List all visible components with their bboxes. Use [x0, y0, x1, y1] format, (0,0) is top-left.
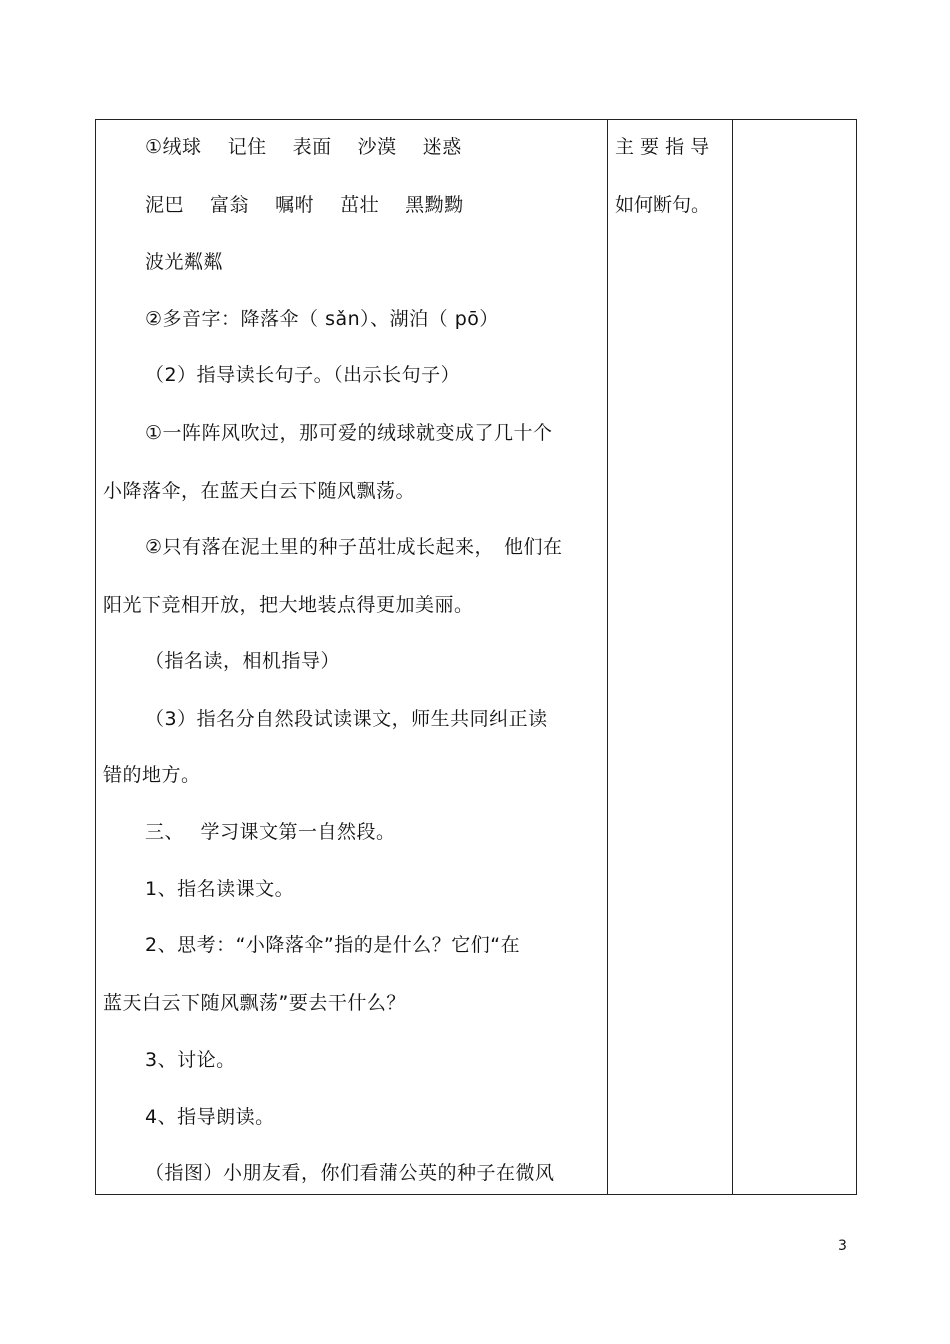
note-line-1: 主 要 指 导 — [615, 136, 710, 158]
step-3-line-2: 错的地方。 — [103, 764, 201, 786]
section-3-heading: 三、 学习课文第一自然段。 — [145, 821, 396, 843]
sentence-1-line-1: ①一阵阵风吹过，那可爱的绒球就变成了几十个 — [145, 422, 553, 444]
sentence-2-line-1: ②只有落在泥土里的种子茁壮成长起来， 他们在 — [145, 536, 563, 558]
page-number: 3 — [838, 1238, 847, 1254]
picture-prompt-line: （指图）小朋友看，你们看蒲公英的种子在微风 — [145, 1162, 555, 1184]
polyphone-line: ②多音字：降落伞（ sǎn）、湖泊（ pō） — [145, 308, 499, 330]
step-3-line-1: （3）指名分自然段试读课文，师生共同纠正读 — [145, 708, 548, 730]
note-line-2: 如何断句。 — [615, 194, 711, 216]
task-4: 4、指导朗读。 — [145, 1106, 275, 1128]
column-divider — [732, 120, 733, 1194]
task-3: 3、讨论。 — [145, 1049, 236, 1071]
sentence-1-line-2: 小降落伞，在蓝天白云下随风飘荡。 — [103, 480, 416, 502]
reading-note: （指名读，相机指导） — [145, 650, 341, 672]
task-1: 1、指名读课文。 — [145, 878, 295, 900]
task-2-line-1: 2、思考：“小降落伞”指的是什么？它们“在 — [145, 934, 521, 956]
vocab-line-1: ①绒球 记住 表面 沙漠 迷惑 — [145, 136, 462, 158]
sentence-2-line-2: 阳光下竞相开放，把大地装点得更加美丽。 — [103, 594, 474, 616]
vocab-line-3: 波光粼粼 — [145, 251, 224, 273]
vocab-line-2: 泥巴 富翁 嘱咐 茁壮 黑黝黝 — [145, 194, 464, 216]
task-2-line-2: 蓝天白云下随风飘荡”要去干什么？ — [103, 992, 406, 1014]
column-divider — [607, 120, 608, 1194]
long-sentence-heading: （2）指导读长句子。（出示长句子） — [145, 364, 461, 386]
